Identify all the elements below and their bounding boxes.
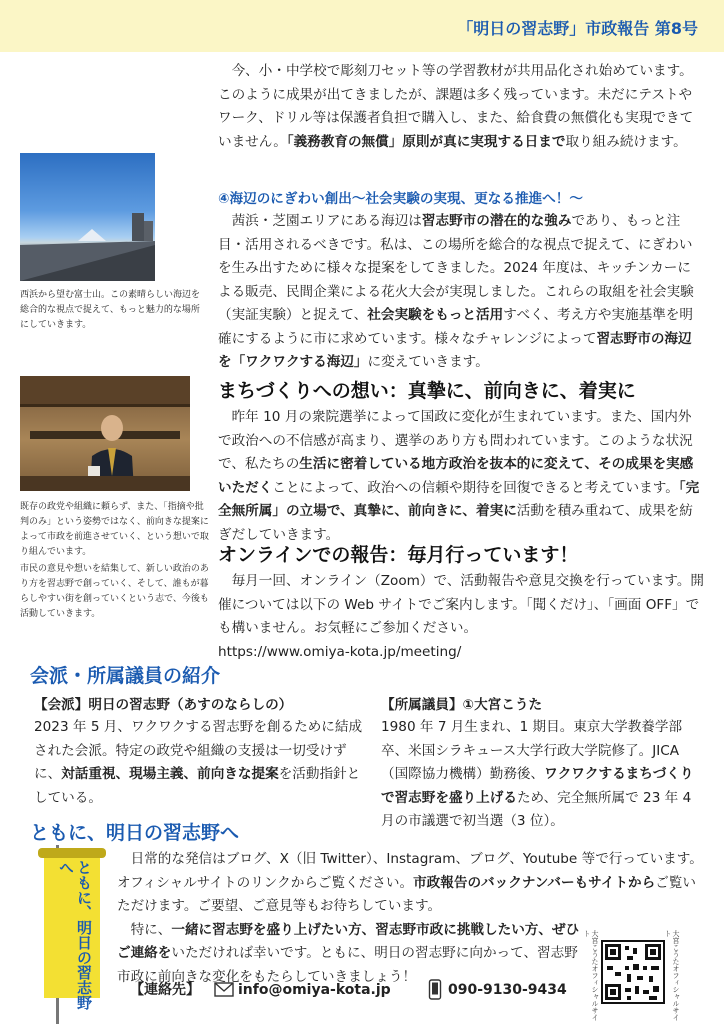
photo1-caption: 西浜から望む富士山。この素晴らしい海辺を総合的な視点で捉えて、もっと魅力的な場所にしていきます。 — [20, 290, 201, 330]
together-section-title: ともに、明日の習志野へ — [30, 822, 240, 844]
report-title: 「明日の習志野」市政報告 第8号 — [457, 19, 698, 38]
header-bar — [0, 0, 724, 52]
together-paragraph-2: 特に、一緒に習志野を盛り上げたい方、習志野市政に挑戦したい方、ぜひご連絡をいただければ幸いです。ともに、明日の習志野に向かって、習志野市政に前向きな変化をもたらしていきましょう！ — [117, 921, 580, 985]
party-member-block — [381, 694, 705, 834]
phone-icon — [428, 979, 442, 1000]
intro-text: 今、小・中学校で彫刻刀セット等の学習教材が共用品化され始めています。このように成果が出てきましたが、課題は多く残っています。未だにテストやワーク、ドリル等は保護者負担で購入し、また、給食費の無償化も実現できていません。 — [218, 63, 694, 150]
party-section-title: 会派・所属議員の紹介 — [30, 665, 221, 687]
intro-text-end: 取り組み続けます。 — [565, 133, 687, 150]
qr-side-text-left: 大宮こうたオフィシャルサイト — [583, 930, 599, 1021]
party-faction-block — [34, 694, 366, 810]
contact-row — [130, 979, 610, 1001]
contact-label: 【連絡先】 — [130, 982, 200, 998]
faction-body: 2023 年 5 月、ワクワクする習志野を創るために結成された会派。特定の政党や組織の支援は一切受けずに、対話重視、現場主義、前向きな提案を活動指針としている。 — [34, 719, 363, 806]
qr-side-text-right: 大宮こうたオフィシャルサイト — [664, 930, 680, 1021]
member-heading: 【所属議員】①大宮こうた — [381, 697, 543, 713]
faction-heading: 【会派】明日の習志野（あすのならしの） — [34, 697, 293, 713]
photo2-caption: 既存の政党や組織に頼らず、また、「指摘や批判のみ」という姿勢ではなく、前向きな提案によって市政を前進させていく、という想いで取り組んでいます。 — [20, 502, 209, 557]
phone-number[interactable]: 090-9130-9434 — [448, 982, 567, 998]
online-body: 毎月一回、オンライン（Zoom）で、活動報告や意見交換を行っています。開催については以下の Web サイトでご案内します。「聞くだけ」、「画面 OFF」でも構いません。お気軽にご参加ください。 — [218, 573, 705, 636]
banner-top-bar — [38, 848, 106, 858]
meeting-url-link[interactable]: https://www.omiya-kota.jp/meeting/ — [218, 643, 462, 660]
online-section — [218, 540, 704, 663]
photo-council-member — [20, 376, 190, 491]
banner-text: ともに、明日の習志野へ — [57, 860, 93, 1010]
machizukuri-section — [218, 376, 704, 547]
mail-icon — [214, 982, 234, 997]
intro-paragraph — [218, 60, 704, 154]
section-4-title: ④海辺のにぎわい創出～社会実験の実現、更なる推進へ！～ — [218, 191, 583, 207]
email-link[interactable]: info@omiya-kota.jp — [238, 982, 391, 998]
online-heading: オンラインでの報告：毎月行っています！ — [218, 544, 579, 566]
member-body: 1980 年 7 月生まれ、1 期目。東京大学教養学部卒、米国シラキュース大学行政大学院修了。JICA（国際協力機構）勤務後、ワクワクするまちづくりで習志野を盛り上げるため、完全無所属で 23 年 4 月の市議選で初当選（3 位）。 — [381, 719, 694, 829]
photo3-caption: 市民の意見や想いを結集して、新しい政治のあり方を習志野で創っていく、そして、誰もが暮らしやすい街を創っていくという志で、今後も活動していきます。 — [20, 564, 209, 619]
intro-emphasis: 「義務教育の無償」原則が真に実現する日まで — [286, 133, 566, 150]
section-4 — [218, 188, 704, 375]
machizukuri-heading: まちづくりへの想い：真摯に、前向きに、着実に — [218, 380, 636, 402]
section-4-body: 茜浜・芝園エリアにある海辺は習志野市の潜在的な強みであり、もっと注目・活用されるべきです。私は、この場所を総合的な視点で捉えて、にぎわいを生み出すために様々な提案をしてきました。2024 年度は、キッチンカーによる販売、民間企業による花火大会が実現しました。これらの取組を社会実験（実証実験）と捉えて、社会実験をもっと活用すべく、考え方や実施基準を明確にするように市に求めています。様々なチャレンジによって習志野市の海辺を「ワクワクする海辺」に変えていきます。 — [218, 213, 694, 370]
machizukuri-body: 昨年 10 月の衆院選挙によって国政に変化が生まれています。また、国内外で政治への不信感が高まり、選挙のあり方も問われています。このような状況で、私たちの生活に密着している地方政治を抜本的に変えて、その成果を実感いただくことによって、政治への信頼や期待を回復できると考えています。「完全無所属」の立場で、真摯に、前向きに、着実に活動を積み重ねて、成果を紡ぎだしていきます。 — [218, 409, 700, 543]
together-paragraph-1: 日常的な発信はブログ、X（旧 Twitter）、Instagram、ブログ、Youtube 等で行っています。オフィシャルサイトのリンクからご覧ください。市政報告のバックナンバーもサイトからご覧いただけます。ご要望、ご意見等もお待ちしています。 — [117, 851, 703, 914]
qr-code[interactable] — [601, 940, 665, 1004]
photo-mount-fuji-seaside — [20, 153, 155, 281]
